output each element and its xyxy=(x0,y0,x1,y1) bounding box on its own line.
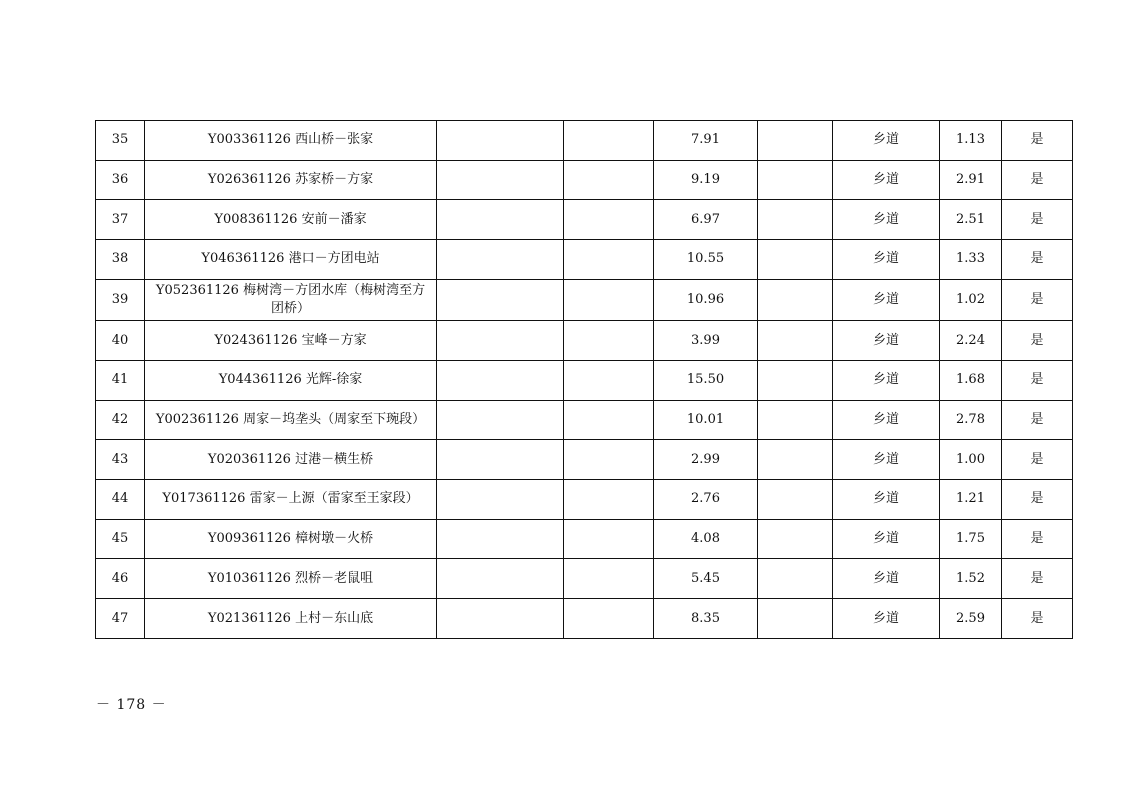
width-cell: 2.51 xyxy=(940,200,1002,240)
table-row xyxy=(96,599,1073,639)
blank-cell xyxy=(564,400,654,440)
road-name-cell: Y020361126 过港－横生桥 xyxy=(145,440,437,480)
flag-cell: 是 xyxy=(1002,480,1073,520)
length-cell: 6.97 xyxy=(654,200,758,240)
blank-cell xyxy=(758,599,833,639)
blank-cell xyxy=(437,321,564,361)
blank-cell xyxy=(758,200,833,240)
blank-cell xyxy=(758,400,833,440)
flag-cell: 是 xyxy=(1002,361,1073,401)
width-cell: 1.75 xyxy=(940,519,1002,559)
blank-cell xyxy=(758,321,833,361)
blank-cell xyxy=(758,279,833,321)
road-name-cell: Y017361126 雷家－上源（雷家至王家段） xyxy=(145,480,437,520)
flag-cell: 是 xyxy=(1002,279,1073,321)
row-number-cell: 43 xyxy=(96,440,145,480)
road-level-cell: 乡道 xyxy=(833,559,940,599)
width-cell: 1.00 xyxy=(940,440,1002,480)
road-level-cell: 乡道 xyxy=(833,240,940,280)
blank-cell xyxy=(758,361,833,401)
row-number-cell: 37 xyxy=(96,200,145,240)
flag-cell: 是 xyxy=(1002,160,1073,200)
width-cell: 1.21 xyxy=(940,480,1002,520)
blank-cell xyxy=(437,160,564,200)
blank-cell xyxy=(564,240,654,280)
table-row xyxy=(96,440,1073,480)
row-number-cell: 44 xyxy=(96,480,145,520)
blank-cell xyxy=(437,240,564,280)
road-level-cell: 乡道 xyxy=(833,480,940,520)
width-cell: 2.59 xyxy=(940,599,1002,639)
table-row xyxy=(96,400,1073,440)
row-number-cell: 46 xyxy=(96,559,145,599)
blank-cell xyxy=(564,200,654,240)
road-name-cell: Y024361126 宝峰－方家 xyxy=(145,321,437,361)
blank-cell xyxy=(564,121,654,161)
road-level-cell: 乡道 xyxy=(833,121,940,161)
length-cell: 2.99 xyxy=(654,440,758,480)
flag-cell: 是 xyxy=(1002,400,1073,440)
road-name-cell: Y026361126 苏家桥－方家 xyxy=(145,160,437,200)
road-name-cell: Y044361126 光辉-徐家 xyxy=(145,361,437,401)
table-row xyxy=(96,160,1073,200)
blank-cell xyxy=(758,559,833,599)
road-level-cell: 乡道 xyxy=(833,599,940,639)
road-name-cell: Y052361126 梅树湾－方团水库（梅树湾至方团桥） xyxy=(145,279,437,321)
road-name-cell: Y010361126 烈桥－老鼠咀 xyxy=(145,559,437,599)
row-number-cell: 40 xyxy=(96,321,145,361)
blank-cell xyxy=(437,361,564,401)
length-cell: 9.19 xyxy=(654,160,758,200)
flag-cell: 是 xyxy=(1002,519,1073,559)
road-level-cell: 乡道 xyxy=(833,400,940,440)
blank-cell xyxy=(437,279,564,321)
row-number-cell: 35 xyxy=(96,121,145,161)
flag-cell: 是 xyxy=(1002,121,1073,161)
table-row xyxy=(96,279,1073,321)
blank-cell xyxy=(758,519,833,559)
road-name-cell: Y002361126 周家－坞垄头（周家至下琬段） xyxy=(145,400,437,440)
table-row xyxy=(96,321,1073,361)
blank-cell xyxy=(437,559,564,599)
road-data-table xyxy=(95,120,1073,639)
length-cell: 3.99 xyxy=(654,321,758,361)
blank-cell xyxy=(564,480,654,520)
road-name-cell: Y009361126 樟树墩－火桥 xyxy=(145,519,437,559)
page-number: － 178 － xyxy=(96,697,167,713)
road-name-cell: Y021361126 上村－东山底 xyxy=(145,599,437,639)
blank-cell xyxy=(437,519,564,559)
blank-cell xyxy=(437,121,564,161)
blank-cell xyxy=(758,240,833,280)
blank-cell xyxy=(758,121,833,161)
length-cell: 4.08 xyxy=(654,519,758,559)
table-row xyxy=(96,200,1073,240)
flag-cell: 是 xyxy=(1002,240,1073,280)
width-cell: 1.13 xyxy=(940,121,1002,161)
length-cell: 8.35 xyxy=(654,599,758,639)
flag-cell: 是 xyxy=(1002,321,1073,361)
table-row xyxy=(96,559,1073,599)
table-row xyxy=(96,361,1073,401)
width-cell: 1.52 xyxy=(940,559,1002,599)
row-number-cell: 38 xyxy=(96,240,145,280)
blank-cell xyxy=(564,599,654,639)
road-level-cell: 乡道 xyxy=(833,361,940,401)
length-cell: 10.55 xyxy=(654,240,758,280)
row-number-cell: 45 xyxy=(96,519,145,559)
width-cell: 2.78 xyxy=(940,400,1002,440)
flag-cell: 是 xyxy=(1002,599,1073,639)
blank-cell xyxy=(564,519,654,559)
length-cell: 2.76 xyxy=(654,480,758,520)
length-cell: 10.01 xyxy=(654,400,758,440)
blank-cell xyxy=(564,279,654,321)
row-number-cell: 42 xyxy=(96,400,145,440)
road-level-cell: 乡道 xyxy=(833,160,940,200)
width-cell: 1.02 xyxy=(940,279,1002,321)
flag-cell: 是 xyxy=(1002,440,1073,480)
blank-cell xyxy=(758,440,833,480)
road-level-cell: 乡道 xyxy=(833,519,940,559)
length-cell: 15.50 xyxy=(654,361,758,401)
blank-cell xyxy=(437,400,564,440)
length-cell: 10.96 xyxy=(654,279,758,321)
blank-cell xyxy=(437,200,564,240)
width-cell: 2.91 xyxy=(940,160,1002,200)
blank-cell xyxy=(564,559,654,599)
blank-cell xyxy=(564,160,654,200)
blank-cell xyxy=(758,160,833,200)
blank-cell xyxy=(437,480,564,520)
length-cell: 5.45 xyxy=(654,559,758,599)
blank-cell xyxy=(437,440,564,480)
table-row xyxy=(96,121,1073,161)
table-row xyxy=(96,480,1073,520)
row-number-cell: 36 xyxy=(96,160,145,200)
flag-cell: 是 xyxy=(1002,200,1073,240)
blank-cell xyxy=(564,361,654,401)
table-row xyxy=(96,519,1073,559)
road-name-cell: Y003361126 西山桥－张家 xyxy=(145,121,437,161)
blank-cell xyxy=(564,321,654,361)
road-name-cell: Y008361126 安前－潘家 xyxy=(145,200,437,240)
road-level-cell: 乡道 xyxy=(833,440,940,480)
length-cell: 7.91 xyxy=(654,121,758,161)
blank-cell xyxy=(758,480,833,520)
width-cell: 1.33 xyxy=(940,240,1002,280)
flag-cell: 是 xyxy=(1002,559,1073,599)
blank-cell xyxy=(564,440,654,480)
road-level-cell: 乡道 xyxy=(833,279,940,321)
width-cell: 1.68 xyxy=(940,361,1002,401)
road-name-cell: Y046361126 港口－方团电站 xyxy=(145,240,437,280)
width-cell: 2.24 xyxy=(940,321,1002,361)
road-level-cell: 乡道 xyxy=(833,321,940,361)
row-number-cell: 47 xyxy=(96,599,145,639)
row-number-cell: 41 xyxy=(96,361,145,401)
table-row xyxy=(96,240,1073,280)
road-level-cell: 乡道 xyxy=(833,200,940,240)
row-number-cell: 39 xyxy=(96,279,145,321)
blank-cell xyxy=(437,599,564,639)
